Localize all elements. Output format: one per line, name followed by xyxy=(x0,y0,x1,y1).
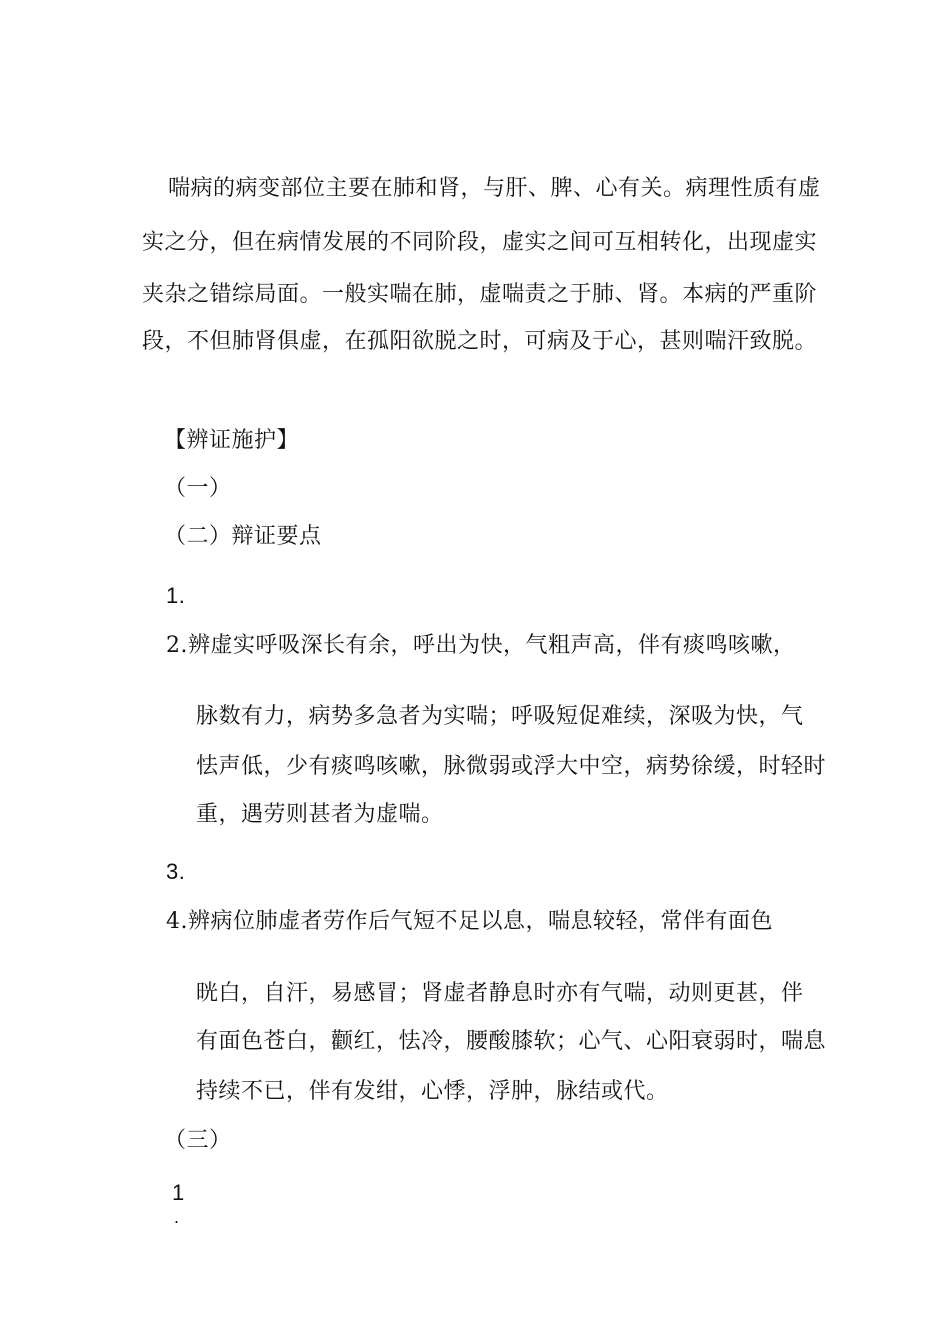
item-5-number: 1 xyxy=(172,1180,185,1205)
item-4-line-3: 有面色苍白，颧红，怯冷，腰酸膝软；心气、心阳衰弱时，喘息 xyxy=(196,1029,827,1054)
section-heading: 【辨证施护】 xyxy=(164,428,300,453)
subsection-1: （一） xyxy=(164,476,232,501)
item-2-first-line: 2.辨虚实呼吸深长有余，呼出为快，气粗声高，伴有痰鸣咳嗽， xyxy=(166,633,796,658)
intro-line-3: 夹杂之错综局面。一般实喘在肺，虚喘责之于肺、肾。本病的严重阶 xyxy=(142,282,818,307)
item-4-line-4: 持续不已，伴有发绀，心悸，浮肿，脉结或代。 xyxy=(196,1079,669,1104)
item-1: 1. xyxy=(166,583,186,608)
item-5-dot: . xyxy=(174,1207,180,1227)
intro-line-1: 喘病的病变部位主要在肺和肾，与肝、脾、心有关。病理性质有虚 xyxy=(168,176,821,201)
intro-line-4: 段，不但肺肾俱虚，在孤阳欲脱之时，可病及于心，甚则喘汗致脱。 xyxy=(142,329,818,354)
subsection-3: （三） xyxy=(164,1128,232,1153)
item-2-line-3: 怯声低，少有痰鸣咳嗽，脉微弱或浮大中空，病势徐缓，时轻时 xyxy=(196,754,827,779)
item-2-line-2: 脉数有力，病势多急者为实喘；呼吸短促难续，深吸为快，气 xyxy=(196,704,804,729)
subsection-2: （二）辩证要点 xyxy=(164,524,322,549)
intro-line-2: 实之分，但在病情发展的不同阶段，虚实之间可互相转化，出现虚实 xyxy=(142,230,818,255)
item-4-line-2: 晄白，自汗，易感冒；肾虚者静息时亦有气喘，动则更甚，伴 xyxy=(196,981,804,1006)
item-2-line-4: 重，遇劳则甚者为虚喘。 xyxy=(196,802,444,827)
item-3: 3. xyxy=(166,859,186,884)
item-4-first-line: 4.辨病位肺虚者劳作后气短不足以息，喘息较轻，常伴有面色 xyxy=(166,909,773,934)
